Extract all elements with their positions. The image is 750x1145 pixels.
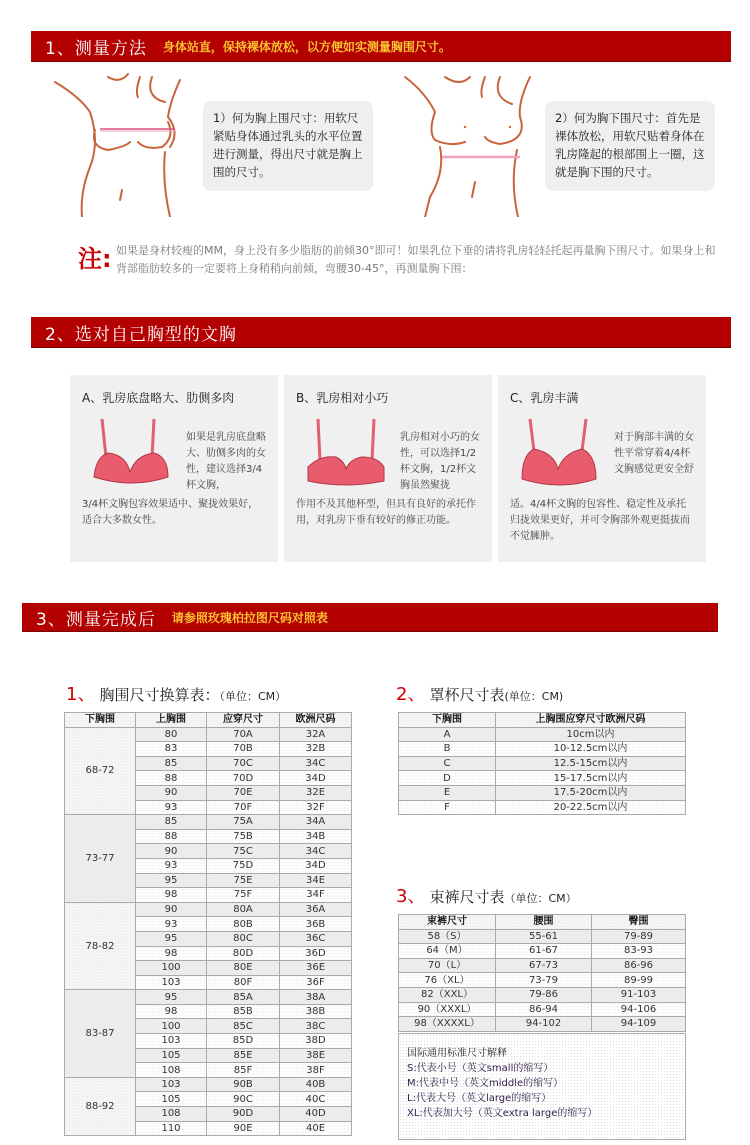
table-cell: 108 [136,1063,207,1078]
col-header: 应穿尺寸 [207,713,280,728]
table-cell: 80F [207,975,280,990]
table-cell: 79-89 [592,929,686,944]
table-cell: 32A [280,727,352,742]
explanation-title: 国际通用标准尺寸解释 [407,1048,507,1059]
table-cell: 90D [207,1107,280,1122]
table-cell: 90 [136,785,207,800]
table-unit: （单位：CM） [219,690,287,703]
table-cell: 80E [207,961,280,976]
table-cell: F [399,800,496,815]
table-cell: A [399,727,496,742]
table-cell: 95 [136,873,207,888]
table-cell: 93 [136,917,207,932]
table-cell: 85B [207,1004,280,1019]
table-cell: 93 [136,858,207,873]
table-cell: 90C [207,1092,280,1107]
table-row [65,815,352,830]
bra-3-4-cup-icon [92,417,172,489]
section-2-title: 2、选对自己胸型的文胸 [45,324,237,345]
section-1-title: 1、测量方法 [45,38,147,59]
table-cell: 85C [207,1019,280,1034]
table-cell: 85F [207,1063,280,1078]
table-row [399,756,686,771]
table-cell: 91-103 [592,987,686,1002]
table-cell: 34D [280,858,352,873]
table-cell: 32E [280,785,352,800]
table-cell: 93 [136,800,207,815]
table-cell: 103 [136,1077,207,1092]
table-cell: 15-17.5cm以内 [496,771,686,786]
table-row [399,1002,686,1017]
table-title-text: 罩杯尺寸表 [429,686,505,704]
table-cell: 38D [280,1034,352,1049]
table-cell: 76（XL） [399,973,496,988]
table-cell: 70A [207,727,280,742]
table-cell: 64（M） [399,944,496,959]
table-cell: 94-109 [592,1017,686,1032]
table-cell: 80 [136,727,207,742]
explanation-line: S:代表小号（英文small的缩写） [407,1063,554,1074]
table-cell: 34E [280,873,352,888]
table-cell: 95 [136,990,207,1005]
table-cell: 105 [136,1092,207,1107]
table-row [399,727,686,742]
bra-type-card-c [498,375,706,562]
table-number: 3、 [396,886,426,907]
table-cell: 20-22.5cm以内 [496,800,686,815]
section-1-subtitle: 身体站直，保持裸体放松，以方便如实测量胸围尺寸。 [162,39,451,54]
table-row [399,973,686,988]
table-row [399,929,686,944]
table-cell: 10cm以内 [496,727,686,742]
table-cell: 86-94 [496,1002,592,1017]
table-cell: 70C [207,756,280,771]
col-header: 上胸围 [136,713,207,728]
table-cell: 75C [207,844,280,859]
table-cell: 89-99 [592,973,686,988]
table-cell: 75B [207,829,280,844]
table-cell: 36E [280,961,352,976]
table-cell: 40E [280,1121,352,1136]
col-header: 下胸围 [65,713,136,728]
table-cell: 17.5-20cm以内 [496,785,686,800]
table-cell: 90（XXXL） [399,1002,496,1017]
table-row [399,800,686,815]
table-cell: 94-106 [592,1002,686,1017]
under-bust-group-cell: 73-77 [65,815,136,903]
bra-type-card-b [284,375,492,562]
under-bust-explanation: 2）何为胸下围尺寸：首先是裸体放松，用软尺贴着身体在乳房隆起的根部围上一圈，这就是胸下围的尺寸。 [545,101,715,191]
table-cell: 86-96 [592,958,686,973]
table-row [399,771,686,786]
col-header: 上胸围应穿尺寸欧洲尺码 [496,713,686,728]
table-cell: 61-67 [496,944,592,959]
measurement-note [78,242,718,278]
table-row [399,742,686,757]
table-row [399,1017,686,1032]
col-header: 下胸围 [399,713,496,728]
section-3-subtitle: 请参照玫瑰柏拉图尺码对照表 [171,610,328,625]
bra-full-cup-icon [520,417,600,489]
table-cell: 38C [280,1019,352,1034]
table-row [399,785,686,800]
table-cell: 36F [280,975,352,990]
explanation-line: L:代表大号（英文large的缩写） [407,1093,552,1104]
table-title-text: 胸围尺寸换算表： [99,686,220,704]
col-header: 欧洲尺码 [280,713,352,728]
card-side-text: 乳房相对小巧的女性，可以选择1/2杯文胸，1/2杯文胸虽然聚拢 [400,432,480,491]
table-row [399,944,686,959]
table-cell: 103 [136,1034,207,1049]
table-cell: 75A [207,815,280,830]
table-cell: 73-79 [496,973,592,988]
table-cell: 38B [280,1004,352,1019]
table-title-text: 束裤尺寸表 [429,888,505,906]
bust-table-title [66,680,286,706]
table-cell: 85E [207,1048,280,1063]
table-cell: 34B [280,829,352,844]
table-cell: 36A [280,902,352,917]
table-cell: 36D [280,946,352,961]
size-explanation-box [398,1033,686,1140]
table-cell: 70D [207,771,280,786]
shapewear-table-title [396,882,577,908]
table-cell: 85A [207,990,280,1005]
table-cell: B [399,742,496,757]
table-cell: 40B [280,1077,352,1092]
table-cell: 95 [136,931,207,946]
table-cell: 70（L） [399,958,496,973]
explanation-line: XL:代表加大号（英文extra large的缩写） [407,1108,598,1119]
table-cell: 75F [207,888,280,903]
table-cell: 12.5-15cm以内 [496,756,686,771]
table-cell: 70E [207,785,280,800]
table-cell: 108 [136,1107,207,1122]
table-cell: 38A [280,990,352,1005]
table-cell: 98 [136,1004,207,1019]
table-cell: 85 [136,756,207,771]
table-cell: C [399,756,496,771]
under-bust-group-cell: 83-87 [65,990,136,1078]
table-number: 2、 [396,684,426,705]
section-1-banner [31,31,731,62]
table-cell: 90E [207,1121,280,1136]
table-cell: 75E [207,873,280,888]
card-bottom-text: 作用不及其他杯型，但具有良好的承托作用，对乳房下垂有较好的修正功能。 [296,499,476,526]
table-cell: 34F [280,888,352,903]
section-2-banner [31,317,731,348]
table-cell: 38F [280,1063,352,1078]
table-cell: 85D [207,1034,280,1049]
table-cell: 38E [280,1048,352,1063]
upper-bust-explanation: 1）何为胸上围尺寸：用软尺紧贴身体通过乳头的水平位置进行测量，得出尺寸就是胸上围的尺寸。 [203,101,373,191]
card-bottom-text: 3/4杯文胸包容效果适中、聚拢效果好，适合大多数女性。 [82,499,259,526]
table-cell: 83 [136,742,207,757]
card-title: B、乳房相对小巧 [296,391,389,405]
table-cell: 79-86 [496,987,592,1002]
bust-size-conversion-table [64,712,352,1136]
table-cell: 36C [280,931,352,946]
cup-size-table [398,712,686,815]
under-bust-group-cell: 88-92 [65,1077,136,1135]
bra-1-2-cup-icon [306,417,386,489]
table-row [65,1077,352,1092]
card-side-text: 对于胸部丰满的女性平常穿着4/4杯文胸感觉更安全舒 [614,432,694,475]
table-row [65,727,352,742]
table-cell: 55-61 [496,929,592,944]
table-cell: 103 [136,975,207,990]
table-cell: 32B [280,742,352,757]
table-cell: 34C [280,756,352,771]
cup-table-title [396,680,563,706]
bra-type-card-a [70,375,278,562]
under-bust-group-cell: 78-82 [65,902,136,990]
table-cell: 32F [280,800,352,815]
card-bottom-text: 适。4/4杯文胸的包容性、稳定性及承托归拢效果更好，并可令胸部外观更挺拔而不觉臃肿。 [510,499,690,542]
table-cell: 110 [136,1121,207,1136]
table-cell: 98（XXXXL） [399,1017,496,1032]
under-bust-group-cell: 68-72 [65,727,136,815]
table-unit: (单位：CM) [504,690,564,703]
table-cell: 105 [136,1048,207,1063]
table-cell: 94-102 [496,1017,592,1032]
table-cell: 85 [136,815,207,830]
table-cell: 80C [207,931,280,946]
table-unit: （单位：CM） [504,892,577,905]
table-cell: 88 [136,771,207,786]
section-3-title: 3、测量完成后 [36,609,156,630]
table-cell: 80A [207,902,280,917]
table-cell: 34C [280,844,352,859]
section-3-banner [22,603,718,632]
table-cell: 10-12.5cm以内 [496,742,686,757]
table-row [399,958,686,973]
table-cell: 82（XXL） [399,987,496,1002]
table-cell: 98 [136,946,207,961]
table-cell: 90 [136,902,207,917]
table-cell: 100 [136,961,207,976]
table-cell: 34A [280,815,352,830]
note-mark: 注: [78,245,112,273]
table-cell: 88 [136,829,207,844]
shapewear-size-table [398,914,686,1032]
col-header: 臀围 [592,915,686,930]
upper-bust-figure-illustration [50,72,200,217]
table-cell: 90 [136,844,207,859]
table-cell: 90B [207,1077,280,1092]
explanation-line: M:代表中号（英文middle的缩写） [407,1078,564,1089]
col-header: 腰围 [496,915,592,930]
table-cell: 58（S） [399,929,496,944]
table-cell: 70B [207,742,280,757]
under-bust-figure-illustration [400,72,540,217]
table-cell: 80B [207,917,280,932]
table-row [65,902,352,917]
table-row [65,990,352,1005]
table-cell: 40C [280,1092,352,1107]
card-side-text: 如果是乳房底盘略大、肋侧多肉的女性，建议选择3/4杯文胸， [186,432,266,491]
table-row [399,987,686,1002]
card-title: A、乳房底盘略大、肋侧多肉 [82,391,235,405]
table-cell: E [399,785,496,800]
table-cell: 40D [280,1107,352,1122]
table-number: 1、 [66,684,96,705]
table-cell: 83-93 [592,944,686,959]
table-cell: 70F [207,800,280,815]
table-cell: 34D [280,771,352,786]
table-cell: 67-73 [496,958,592,973]
col-header: 束裤尺寸 [399,915,496,930]
table-cell: 80D [207,946,280,961]
note-text: 如果是身材较瘦的MM，身上没有多少脂肪的前倾30°即可！如果乳位下垂的请将乳房轻轻托起再量胸下围尺寸。如果身上和背部脂肪较多的一定要将上身稍稍向前倾，弯腰30-45°，再测量胸下围： [116,244,716,275]
table-cell: 100 [136,1019,207,1034]
table-cell: 36B [280,917,352,932]
table-cell: 98 [136,888,207,903]
table-cell: 75D [207,858,280,873]
table-cell: D [399,771,496,786]
card-title: C、乳房丰满 [510,391,579,405]
